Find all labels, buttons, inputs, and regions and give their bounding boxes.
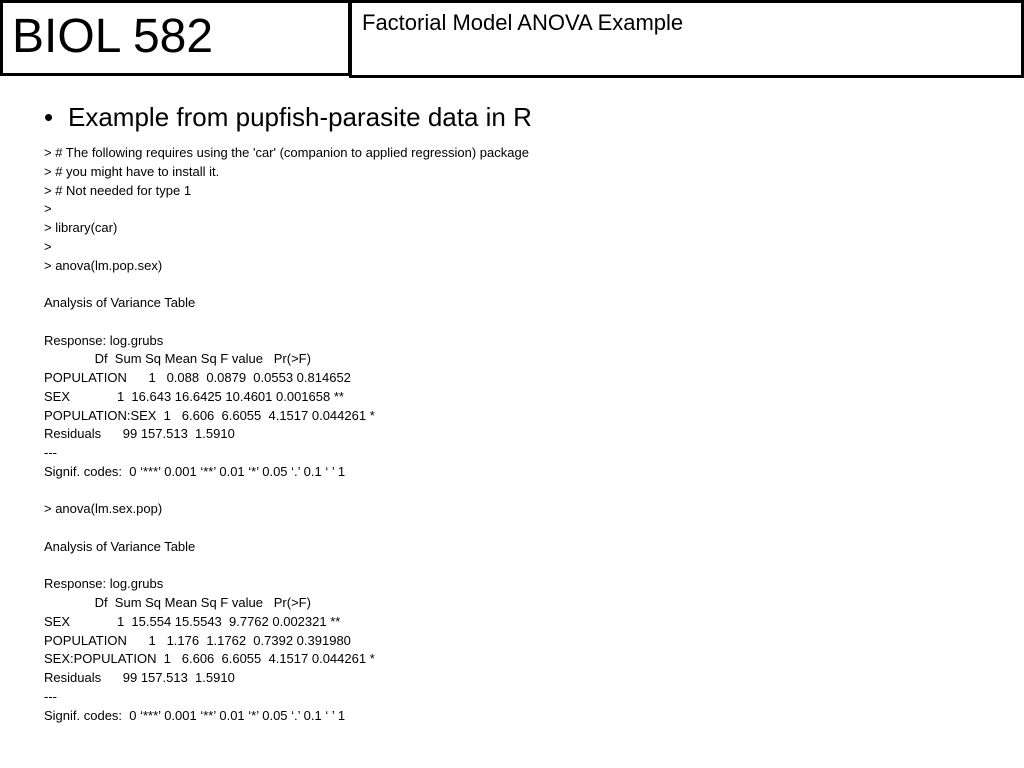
slide-title-box — [349, 0, 1024, 78]
console-line: Df Sum Sq Mean Sq F value Pr(>F) — [44, 351, 311, 367]
console-line: > # Not needed for type 1 — [44, 182, 192, 198]
course-title: BIOL 582 — [12, 10, 214, 63]
bullet-item — [44, 101, 532, 133]
console-line: SEX 1 15.554 15.5543 9.7762 0.002321 ** — [44, 613, 341, 629]
course-header-box — [0, 0, 351, 76]
console-line: --- — [44, 688, 57, 704]
console-line: > library(car) — [44, 220, 118, 235]
console-line: > — [44, 238, 52, 254]
console-line: --- — [44, 445, 57, 460]
console-line: Response: log.grubs — [44, 332, 164, 348]
console-line: Analysis of Variance Table — [44, 538, 196, 554]
console-line: Residuals 99 157.513 1.5910 — [44, 670, 235, 685]
console-line: POPULATION 1 0.088 0.0879 0.0553 0.814652 — [44, 370, 351, 385]
console-line: Signif. codes: 0 ‘***’ 0.001 ‘**’ 0.01 ‘*’ 0.05 ‘.’ 0.1 ‘ ’ 1 — [44, 463, 346, 479]
console-line — [44, 275, 1004, 294]
r-console-output — [44, 144, 1004, 725]
console-line: > # you might have to install it. — [44, 163, 220, 179]
console-line: Signif. codes: 0 ‘***’ 0.001 ‘**’ 0.01 ‘*’ 0.05 ‘.’ 0.1 ‘ ’ 1 — [44, 707, 346, 723]
console-line: SEX 1 16.643 16.6425 10.4601 0.001658 ** — [44, 388, 344, 404]
console-line: Residuals 99 157.513 1.5910 — [44, 426, 235, 442]
console-line — [44, 519, 1004, 538]
console-line: > anova(lm.pop.sex) — [44, 257, 163, 273]
console-line: POPULATION 1 1.176 1.1762 0.7392 0.391980 — [44, 632, 351, 648]
console-line: > # The following requires using the 'car' (companion to applied regression) package — [44, 145, 529, 160]
console-line: Df Sum Sq Mean Sq F value Pr(>F) — [44, 595, 311, 610]
console-line: > anova(lm.sex.pop) — [44, 501, 163, 517]
console-line: > — [44, 201, 52, 217]
console-line — [44, 557, 1004, 576]
console-line: Analysis of Variance Table — [44, 295, 196, 310]
bullet-text: Example from pupfish-parasite data in R — [68, 102, 532, 132]
console-line: POPULATION:SEX 1 6.606 6.6055 4.1517 0.044261 * — [44, 407, 375, 423]
console-line: Response: log.grubs — [44, 576, 164, 592]
slide-title: Factorial Model ANOVA Example — [362, 10, 684, 35]
console-line: SEX:POPULATION 1 6.606 6.6055 4.1517 0.044261 * — [44, 651, 375, 667]
bullet-dot-icon: • — [44, 102, 54, 132]
console-line — [44, 482, 1004, 501]
console-line — [44, 313, 1004, 332]
